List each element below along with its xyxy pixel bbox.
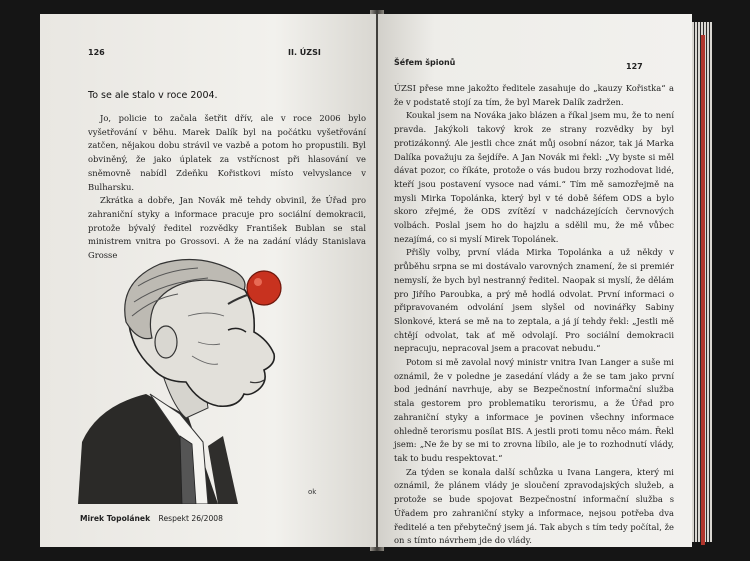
- right-paragraph-1: ÚZSI přese mne jakožto ředitele zasahuje do „kauzy Kořistka“ a že v podstatě stojí za tím, že byl Marek Dalík zadržen.: [394, 83, 674, 107]
- right-page: [378, 14, 692, 547]
- left-paragraph-1: Jo, policie to začala šetřit dřív, ale v roce 2006 bylo vyšetřování v běhu. Marek Dalík byl na počátku vyšetřování zatčen, nějakou dobu strávil ve vazbě a potom ho propustili. Byl obviněný, že jako úplatek za vstřícnost při hlasování ve sněmovně nabídl Zdeňku Kořistkovi místo velvyslance v Bulharsku.: [88, 113, 366, 192]
- left-page: [40, 14, 376, 547]
- left-running-header: II. ÚZSI: [288, 48, 321, 57]
- red-bookmark-edge: [701, 35, 705, 545]
- right-paragraph-5: Za týden se konala další schůzka u Ivana Langera, který mi oznámil, že plánem vlády je sloučení zpravodajských služeb, a protože se bude spojovat Bezpečnostní informační služba s Úřadem pro zahraniční styky a informace, nejsou potřeba dva ředitelé a ten přebytečný jsem já. Tak abych s tím tedy počítal, že on s tímto návrhem jde do vlády.: [394, 466, 674, 546]
- illustration-caption: [80, 514, 223, 523]
- left-paragraph-2: Zkrátka a dobře, Jan Novák mě tehdy obvinil, že Úřad pro zahraniční styky a informace pracuje pro sociální demokracii, protože bývalý ředitel rozvědky František Bublan se stal ministrem vnitra po Grossovi. A že na zadání vlády Stanislava Grosse: [88, 195, 366, 261]
- right-page-number: 127: [626, 62, 643, 71]
- left-page-number: 126: [88, 48, 105, 57]
- section-lead: To se ale stalo v roce 2004.: [88, 90, 218, 101]
- right-paragraph-2: Koukal jsem na Nováka jako blázen a říkal jsem mu, že to není pravda. Jakýkoli takový krok ze strany rozvědky by byl protizákonný. Ale jestli chce znát můj osobní názor, tak já Marka Dalíka považuju za šejdíře. A Jan Novák mi řekl: „Vy byste si měl dávat pozor, co říkáte, protože o vás budou brzy rozhodovat lidé, kteří jsou postavení vysoce nad vámi.“ Tím mě samozřejmě na mysli Mirka Topolánka, který byl v té době šéfem ODS a bylo skoro zřejmé, že ODS zvítězí v nadcházejících červnových volbách. Poslal jsem ho do hajzlu a sdělil mu, že mě vůbec nezajímá, co si myslí Mirek Topolánek.: [394, 110, 674, 244]
- right-paragraph-3: Přišly volby, první vláda Mirka Topolánka a už někdy v průběhu srpna se mi dostávalo varovných znamení, že si premiér nemyslí, že bych byl nestranný ředitel. Naopak si myslí, že dělám pro Jiřího Paroubka, a prý mě hodlá odvolat. První informaci o připravovaném odvolání jsem slyšel od novinářky Sabiny Slonkové, která se mě na to zeptala, a já jí tehdy řekl: „Jestli mě chtějí odvolat, tak ať mě odvolají. Pro sociální demokracii nepracuju, nepracoval jsem a pracovat nebudu.“: [394, 247, 674, 354]
- right-body-text: [394, 82, 674, 547]
- artist-signature: ok: [308, 488, 317, 496]
- caption-source: Respekt 26/2008: [158, 514, 223, 523]
- left-body-text: [88, 112, 366, 263]
- caricature-illustration: [68, 246, 340, 504]
- caption-name: Mirek Topolánek: [80, 514, 151, 523]
- right-running-header: Šéfem špionů: [394, 58, 456, 67]
- right-paragraph-4: Potom si mě zavolal nový ministr vnitra Ivan Langer a suše mi oznámil, že v poledne je zasedání vlády a že se tam jako první bod jednání navrhuje, aby se Bezpečnostní informační služba stala gestorem pro problematiku terorismu, a že Úřad pro zahraniční styky a informace je povinen všechny informace ohledně terorismu posílat BIS. A jestli proti tomu něco mám. Řekl jsem: „Ne že by se mi to zrovna líbilo, ale je to rozhodnutí vlády, tak to budu respektovat.“: [394, 357, 674, 463]
